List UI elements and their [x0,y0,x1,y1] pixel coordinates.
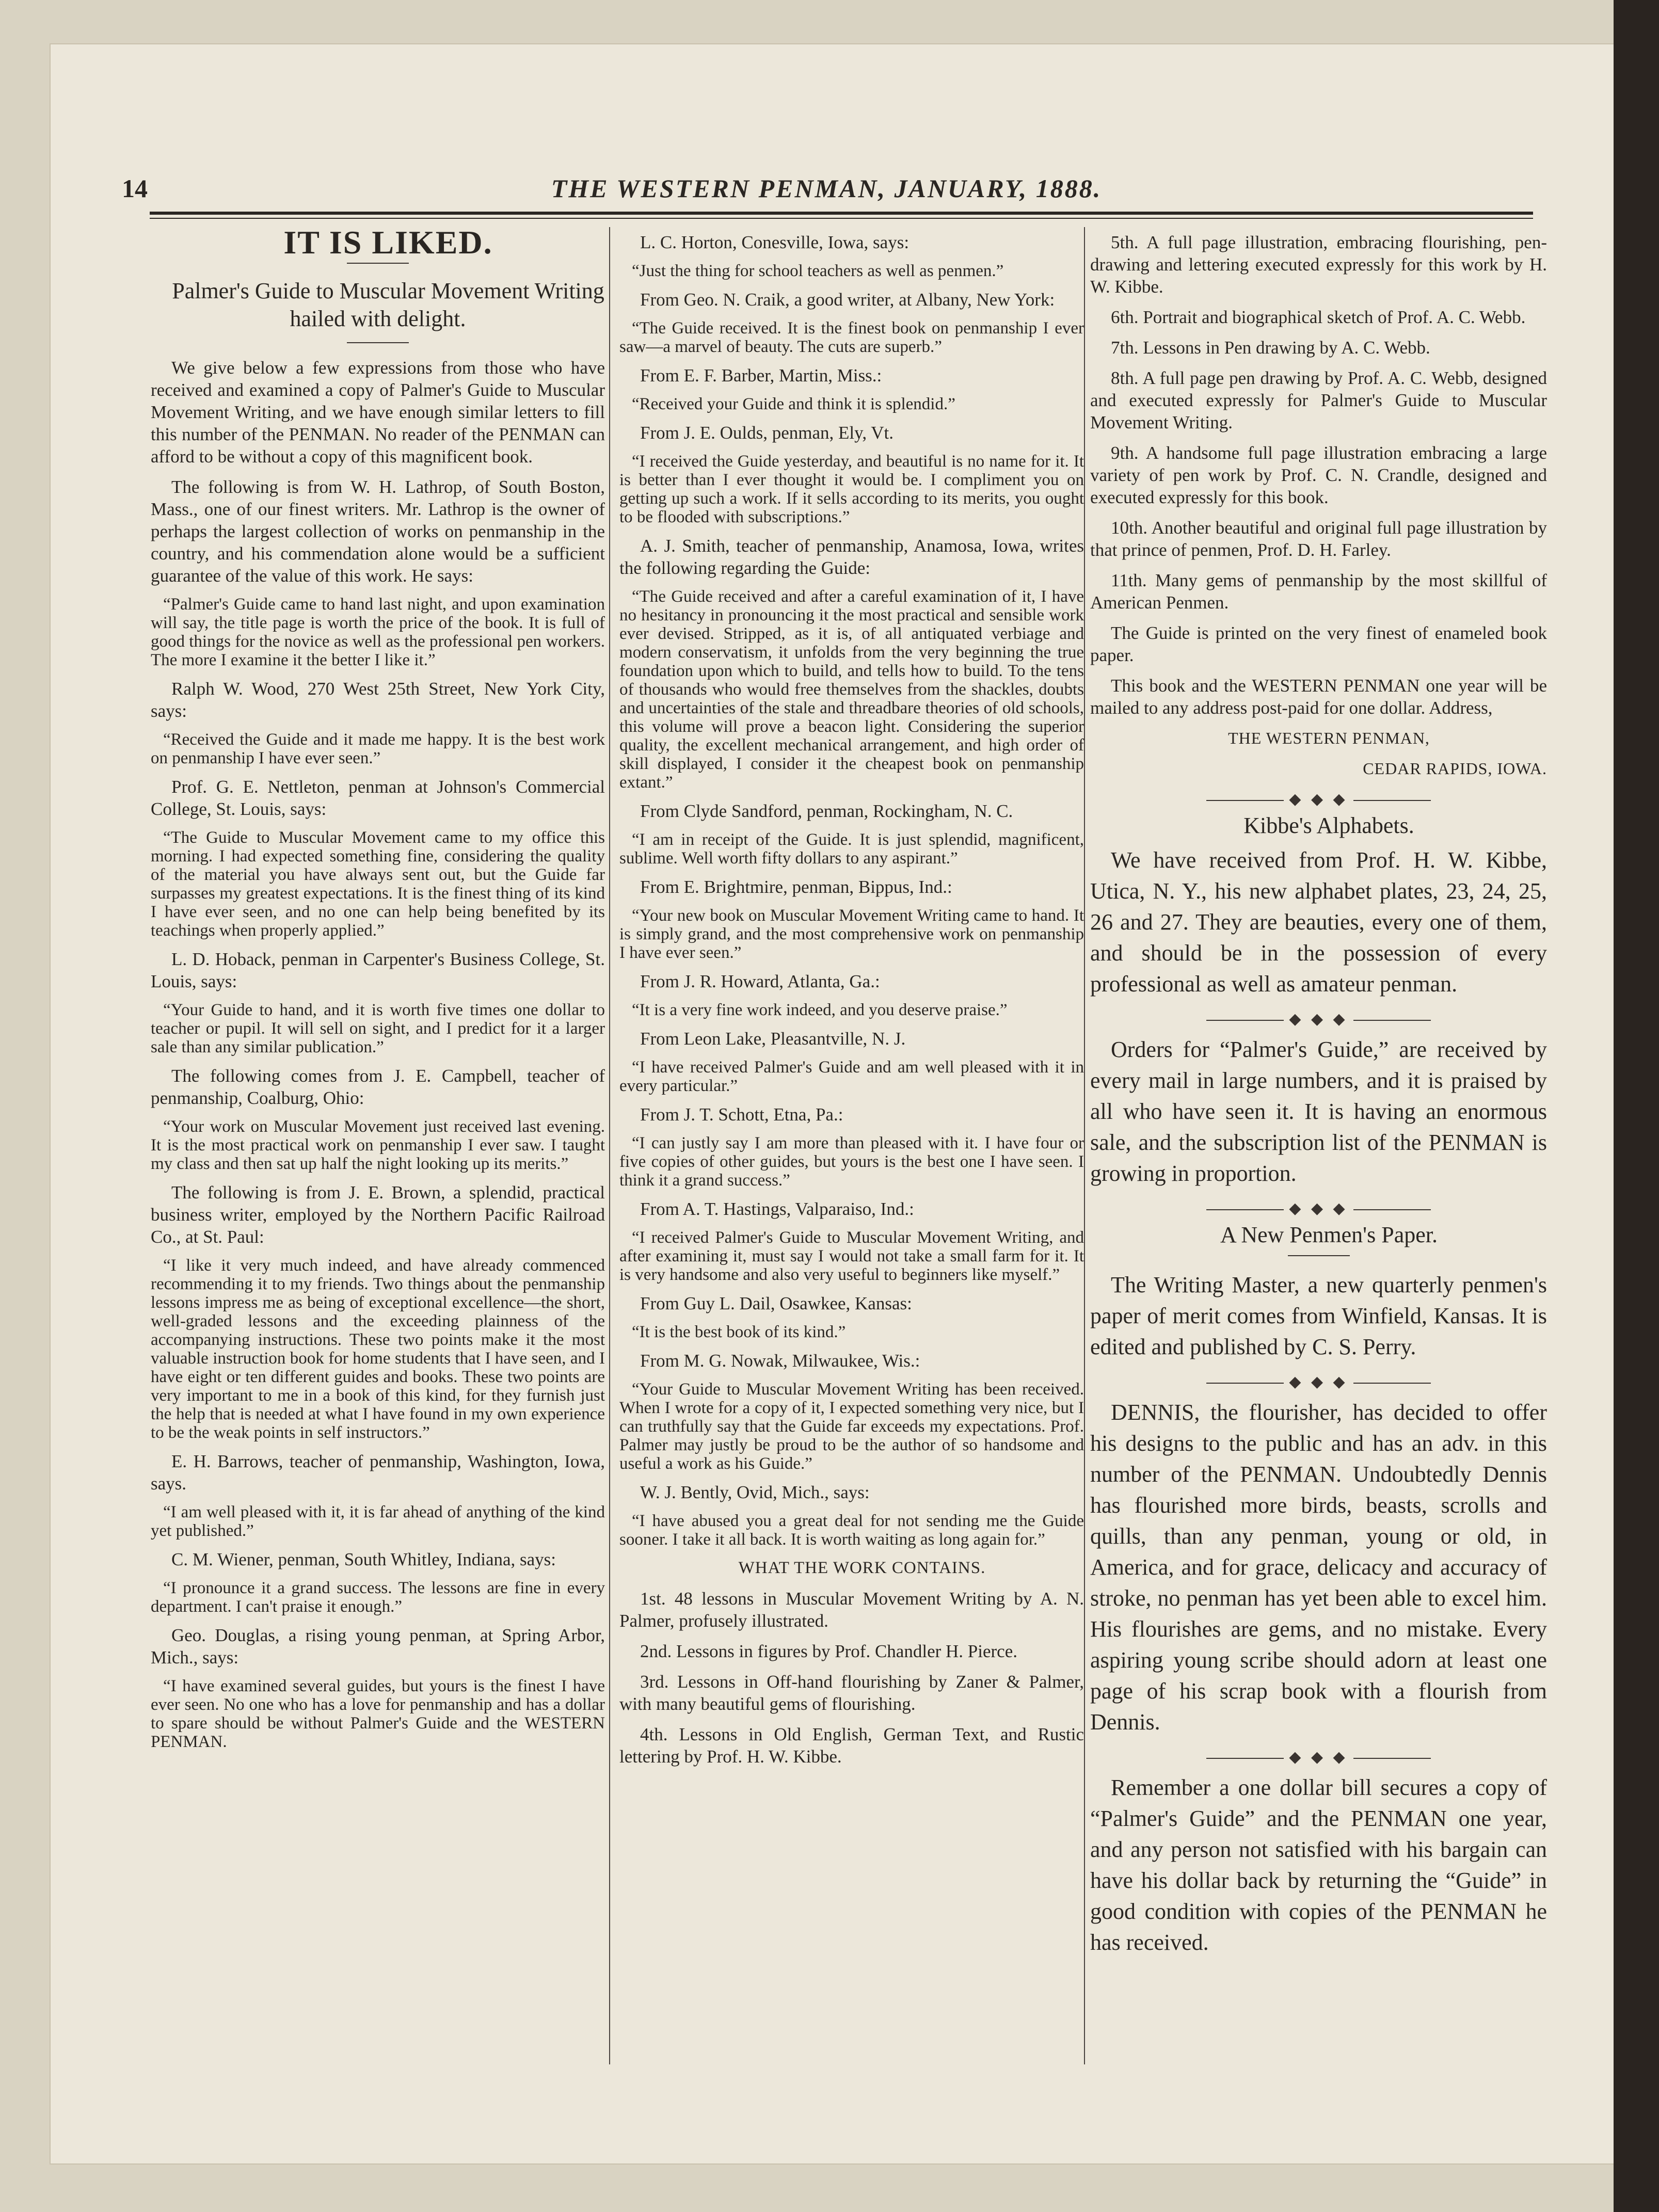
testimonial-quote: “I can justly say I am more than pleased with it. I have four or five copies of other guides, but yours is the best one I have seen. I think it a grand success.” [619,1134,1084,1190]
ornament-divider: ◆ ◆ ◆ [1090,788,1547,810]
notice-remember [1090,1772,1547,1958]
testimonial-quote: “I pronounce it a grand success. The lessons are fine in every department. I can't praise it enough.” [151,1579,605,1616]
notice-paper [1090,1270,1547,1363]
contents-item: 10th. Another beautiful and original full page illustration by that prince of penmen, Prof. D. H. Farley. [1090,518,1547,560]
column-3 [1090,231,1547,2069]
testimonial-quote: “I have examined several guides, but yours is the finest I have ever seen. No one who has a love for penmanship and has a dollar to spare should be without Palmer's Guide and the WESTERN PENMAN. [151,1677,605,1751]
column-2 [619,231,1084,2069]
contents-heading: WHAT THE WORK CONTAINS. [738,1559,986,1577]
paragraph: Orders for “Palmer's Guide,” are received by every mail in large numbers, and it is praised by all who have seen it. It is having an enormous sale, and the subscription list of the PENMAN is growing in proportion. [1090,1037,1547,1186]
column-divider [609,227,610,2064]
paragraph: W. J. Bently, Ovid, Mich., says: [640,1482,870,1502]
testimonial-quote: “I received Palmer's Guide to Muscular Movement Writing, and after examining it, must say I would not take a small farm for it. It is very handsome and also very useful to beginners like myself.” [619,1228,1084,1284]
contents-item: 8th. A full page pen drawing by Prof. A. C. Webb, designed and executed expressly for Palmer's Guide to Muscular Movement Writing. [1090,368,1547,432]
divider [347,342,409,343]
paragraph: From Guy L. Dail, Osawkee, Kansas: [640,1293,912,1313]
ornament-divider: ◆ ◆ ◆ [1090,1197,1547,1220]
notice-kibbe [1090,845,1547,1000]
header-rule-thin [150,218,1533,219]
paragraph: From A. T. Hastings, Valparaiso, Ind.: [640,1199,914,1219]
testimonial-quote: “The Guide received. It is the finest book on penmanship I ever saw—a marvel of beauty. The cuts are superb.” [619,319,1084,356]
running-title: THE WESTERN PENMAN, JANUARY, 1888. [551,174,1102,203]
testimonial-quote: “Just the thing for school teachers as well as penmen.” [632,262,1004,280]
paragraph: From Clyde Sandford, penman, Rockingham, N. C. [640,801,1013,821]
paragraph: The following comes from J. E. Campbell, teacher of penmanship, Coalburg, Ohio: [151,1066,605,1108]
testimonial-quote: “Palmer's Guide came to hand last night, and upon examination will say, the title page is worth the price of the book. It is full of good things for the novice as well as the professional pen workers. The more I examine it the better I like it.” [151,595,605,669]
ornament-divider: ◆ ◆ ◆ [1090,1371,1547,1393]
subheadline: Palmer's Guide to Muscular Movement Writing hailed with delight. [172,278,604,331]
testimonial-quote: “Your Guide to Muscular Movement Writing has been received. When I wrote for a copy of it, I expected something very nice, but I can truthfully say that the Guide far exceeds my expectations. Prof. Palmer may justly be proud to be the author of so handsome and useful a work as his Guide.” [619,1380,1084,1473]
paragraph: Ralph W. Wood, 270 West 25th Street, New York City, says: [151,679,605,721]
paragraph: Geo. Douglas, a rising young penman, at Spring Arbor, Mich., says: [151,1625,605,1668]
contents-item: 6th. Portrait and biographical sketch of Prof. A. C. Webb. [1111,307,1526,327]
paragraph: Remember a one dollar bill secures a copy of “Palmer's Guide” and the PENMAN one year, and any person not satisfied with his bargain can have his dollar back by returning the “Guide” in good condition with copies of the PENMAN he has received. [1090,1775,1547,1955]
paragraph: DENNIS, the flourisher, has decided to offer his designs to the public and has an adv. in this number of the PENMAN. Undoubtedly Dennis has flourished more birds, beasts, scrolls and quills, than any penman, young or old, in America, and for grace, delicacy and accuracy of stroke, no penman has yet been able to excel him. His flourishes are gems, and no mistake. Every aspiring young scribe should adorn at least one page of his scrap book with a flourish from Dennis. [1090,1400,1547,1735]
page-header [122,173,1531,215]
ornament-divider: ◆ ◆ ◆ [1090,1008,1547,1030]
contents-item: 3rd. Lessons in Off-hand flourishing by Zaner & Palmer, with many beautiful gems of flourishing. [619,1672,1084,1714]
headline: IT IS LIKED. [283,231,493,261]
contents-item: 1st. 48 lessons in Muscular Movement Writing by A. N. Palmer, profusely illustrated. [619,1589,1084,1631]
publisher-name: THE WESTERN PENMAN, [1228,729,1430,747]
paragraph: L. C. Horton, Conesville, Iowa, says: [640,232,910,252]
paragraph: The Guide is printed on the very finest of enameled book paper. [1090,623,1547,665]
paragraph: We give below a few expressions from those who have received and examined a copy of Palmer's Guide to Muscular Movement Writing, and we have enough similar letters to fill this number of the PENMAN. No reader of the PENMAN can afford to be without a copy of this magnificent book. [151,358,605,467]
paragraph: L. D. Hoback, penman in Carpenter's Business College, St. Louis, says: [151,949,605,991]
paragraph: The following is from J. E. Brown, a splendid, practical business writer, employed by the Northern Pacific Railroad Co., at St. Paul: [151,1182,605,1247]
testimonial-quote: “Your new book on Muscular Movement Writing came to hand. It is simply grand, and the most comprehensive work on penmanship I have ever seen.” [619,906,1084,962]
testimonial-quote: “Received your Guide and think it is splendid.” [632,395,955,413]
divider [1288,1255,1350,1256]
testimonial-quote: “I have received Palmer's Guide and am well pleased with it in every particular.” [619,1058,1084,1095]
contents-item: 5th. A full page illustration, embracing flourishing, pen-drawing and lettering executed expressly for this work by H. W. Kibbe. [1090,232,1547,297]
testimonial-quote: “I am in receipt of the Guide. It is just splendid, magnificent, sublime. Well worth fifty dollars to any aspirant.” [619,830,1084,868]
testimonial-quote: “I received the Guide yesterday, and beautiful is no name for it. It is better than I ever thought it would be. I compliment you on getting up such a work. If it sells according to its merits, you ought to be flooded with subscriptions.” [619,452,1084,526]
section-heading: A New Penmen's Paper. [1220,1222,1438,1247]
scan-edge [1614,0,1659,2212]
paragraph: From E. Brightmire, penman, Bippus, Ind.: [640,877,952,897]
testimonial-quote: “Your work on Muscular Movement just received last evening. It is the most practical work on penmanship I ever saw. I taught my class and then sat up half the night looking up its merits.” [151,1117,605,1173]
paragraph: The Writing Master, a new quarterly penmen's paper of merit comes from Winfield, Kansas. It is edited and published by C. S. Perry. [1090,1272,1547,1359]
publisher-address: CEDAR RAPIDS, IOWA. [1363,759,1547,778]
testimonial-quote: “I have abused you a great deal for not sending me the Guide sooner. I take it all back. It is worth waiting as long again for.” [619,1512,1084,1549]
testimonial-quote: “I like it very much indeed, and have already commenced recommending it to my friends. Two things about the penmanship lessons impress me as being of exceptional excellence—the short, well-graded lessons and the exceeding plainness of the accompanying instructions. These two points make it the most valuable instruction book for home students that I have seen, and I have eight or ten different guides and books. These two points are very important to me in a book of this kind, for they furnish just the help that is needed at what I have found in my own experience to be the weak points in self instructors.” [151,1256,605,1442]
testimonial-quote: “It is the best book of its kind.” [632,1323,846,1341]
ornament-divider: ◆ ◆ ◆ [1090,1746,1547,1768]
testimonial-quote: “Received the Guide and it made me happy. It is the best work on penmanship I have ever seen.” [151,730,605,767]
paragraph: We have received from Prof. H. W. Kibbe, Utica, N. Y., his new alphabet plates, 23, 24, 25, 26 and 27. They are beauties, every one of them, and should be in the possession of every professional as well as amateur penman. [1090,847,1547,997]
column-divider [1084,227,1085,2064]
paragraph: From M. G. Nowak, Milwaukee, Wis.: [640,1351,920,1371]
paragraph: From Geo. N. Craik, a good writer, at Albany, New York: [640,290,1055,310]
divider [347,263,409,264]
testimonial-quote: “The Guide received and after a careful examination of it, I have no hesitancy in pronouncing it the most practical and sensible work ever devised. Stripped, as it is, of all antiquated verbiage and modern conservatism, it unfolds from the very beginning the true foundation upon which to build, and tells how to build. To the tens of thousands who would free themselves from the shackles, doubts and uncertainties of the stale and threadbare theories of old schools, this volume will prove a beacon light. Considering the superior quality, the excellent mechanical arrangement, and high order of skill displayed, I consider it the cheapest book on penmanship extant.” [619,587,1084,792]
contents-item: 7th. Lessons in Pen drawing by A. C. Webb. [1111,338,1430,358]
paragraph: From J. E. Oulds, penman, Ely, Vt. [640,423,894,443]
paragraph: From J. T. Schott, Etna, Pa.: [640,1104,843,1125]
notice-orders [1090,1034,1547,1189]
section-heading: Kibbe's Alphabets. [1243,813,1414,838]
testimonial-quote: “The Guide to Muscular Movement came to my office this morning. I had expected something fine, considering the quality of the material you have always sent out, but the Guide far surpasses my greatest expectations. It is the finest thing of its kind I have ever seen, and no one can help being benefited by its teachings when properly applied.” [151,828,605,940]
paragraph: E. H. Barrows, teacher of penmanship, Washington, Iowa, says. [151,1451,605,1494]
paragraph: From J. R. Howard, Atlanta, Ga.: [640,971,880,991]
paragraph: From Leon Lake, Pleasantville, N. J. [640,1029,906,1049]
header-rule [150,212,1533,215]
paragraph: This book and the WESTERN PENMAN one year will be mailed to any address post-paid for one dollar. Address, [1090,676,1547,718]
paragraph: A. J. Smith, teacher of penmanship, Anamosa, Iowa, writes the following regarding the Guide: [619,536,1084,578]
paragraph: Prof. G. E. Nettleton, penman at Johnson's Commercial College, St. Louis, says: [151,777,605,819]
notice-dennis [1090,1397,1547,1738]
testimonial-quote: “I am well pleased with it, it is far ahead of anything of the kind yet published.” [151,1503,605,1540]
paragraph: The following is from W. H. Lathrop, of South Boston, Mass., one of our finest writers. Mr. Lathrop is the owner of perhaps the largest collection of works on penmanship in the country, and his commendation alone would be a sufficient guarantee of the value of this work. He says: [151,477,605,586]
page-number: 14 [122,174,148,203]
contents-item: 2nd. Lessons in figures by Prof. Chandler H. Pierce. [640,1641,1017,1661]
column-1 [151,231,605,2069]
paragraph: C. M. Wiener, penman, South Whitley, Indiana, says: [171,1549,556,1569]
testimonial-quote: “It is a very fine work indeed, and you deserve praise.” [632,1001,1008,1019]
contents-item: 9th. A handsome full page illustration embracing a large variety of pen work by Prof. C. N. Crandle, designed and executed expressly for this book. [1090,443,1547,507]
contents-item: 11th. Many gems of penmanship by the most skillful of American Penmen. [1090,570,1547,613]
paragraph: From E. F. Barber, Martin, Miss.: [640,365,882,386]
contents-item: 4th. Lessons in Old English, German Text, and Rustic lettering by Prof. H. W. Kibbe. [619,1724,1084,1767]
testimonial-quote: “Your Guide to hand, and it is worth five times one dollar to teacher or pupil. It will sell on sight, and I predict for it a larger sale than any similar publication.” [151,1001,605,1056]
